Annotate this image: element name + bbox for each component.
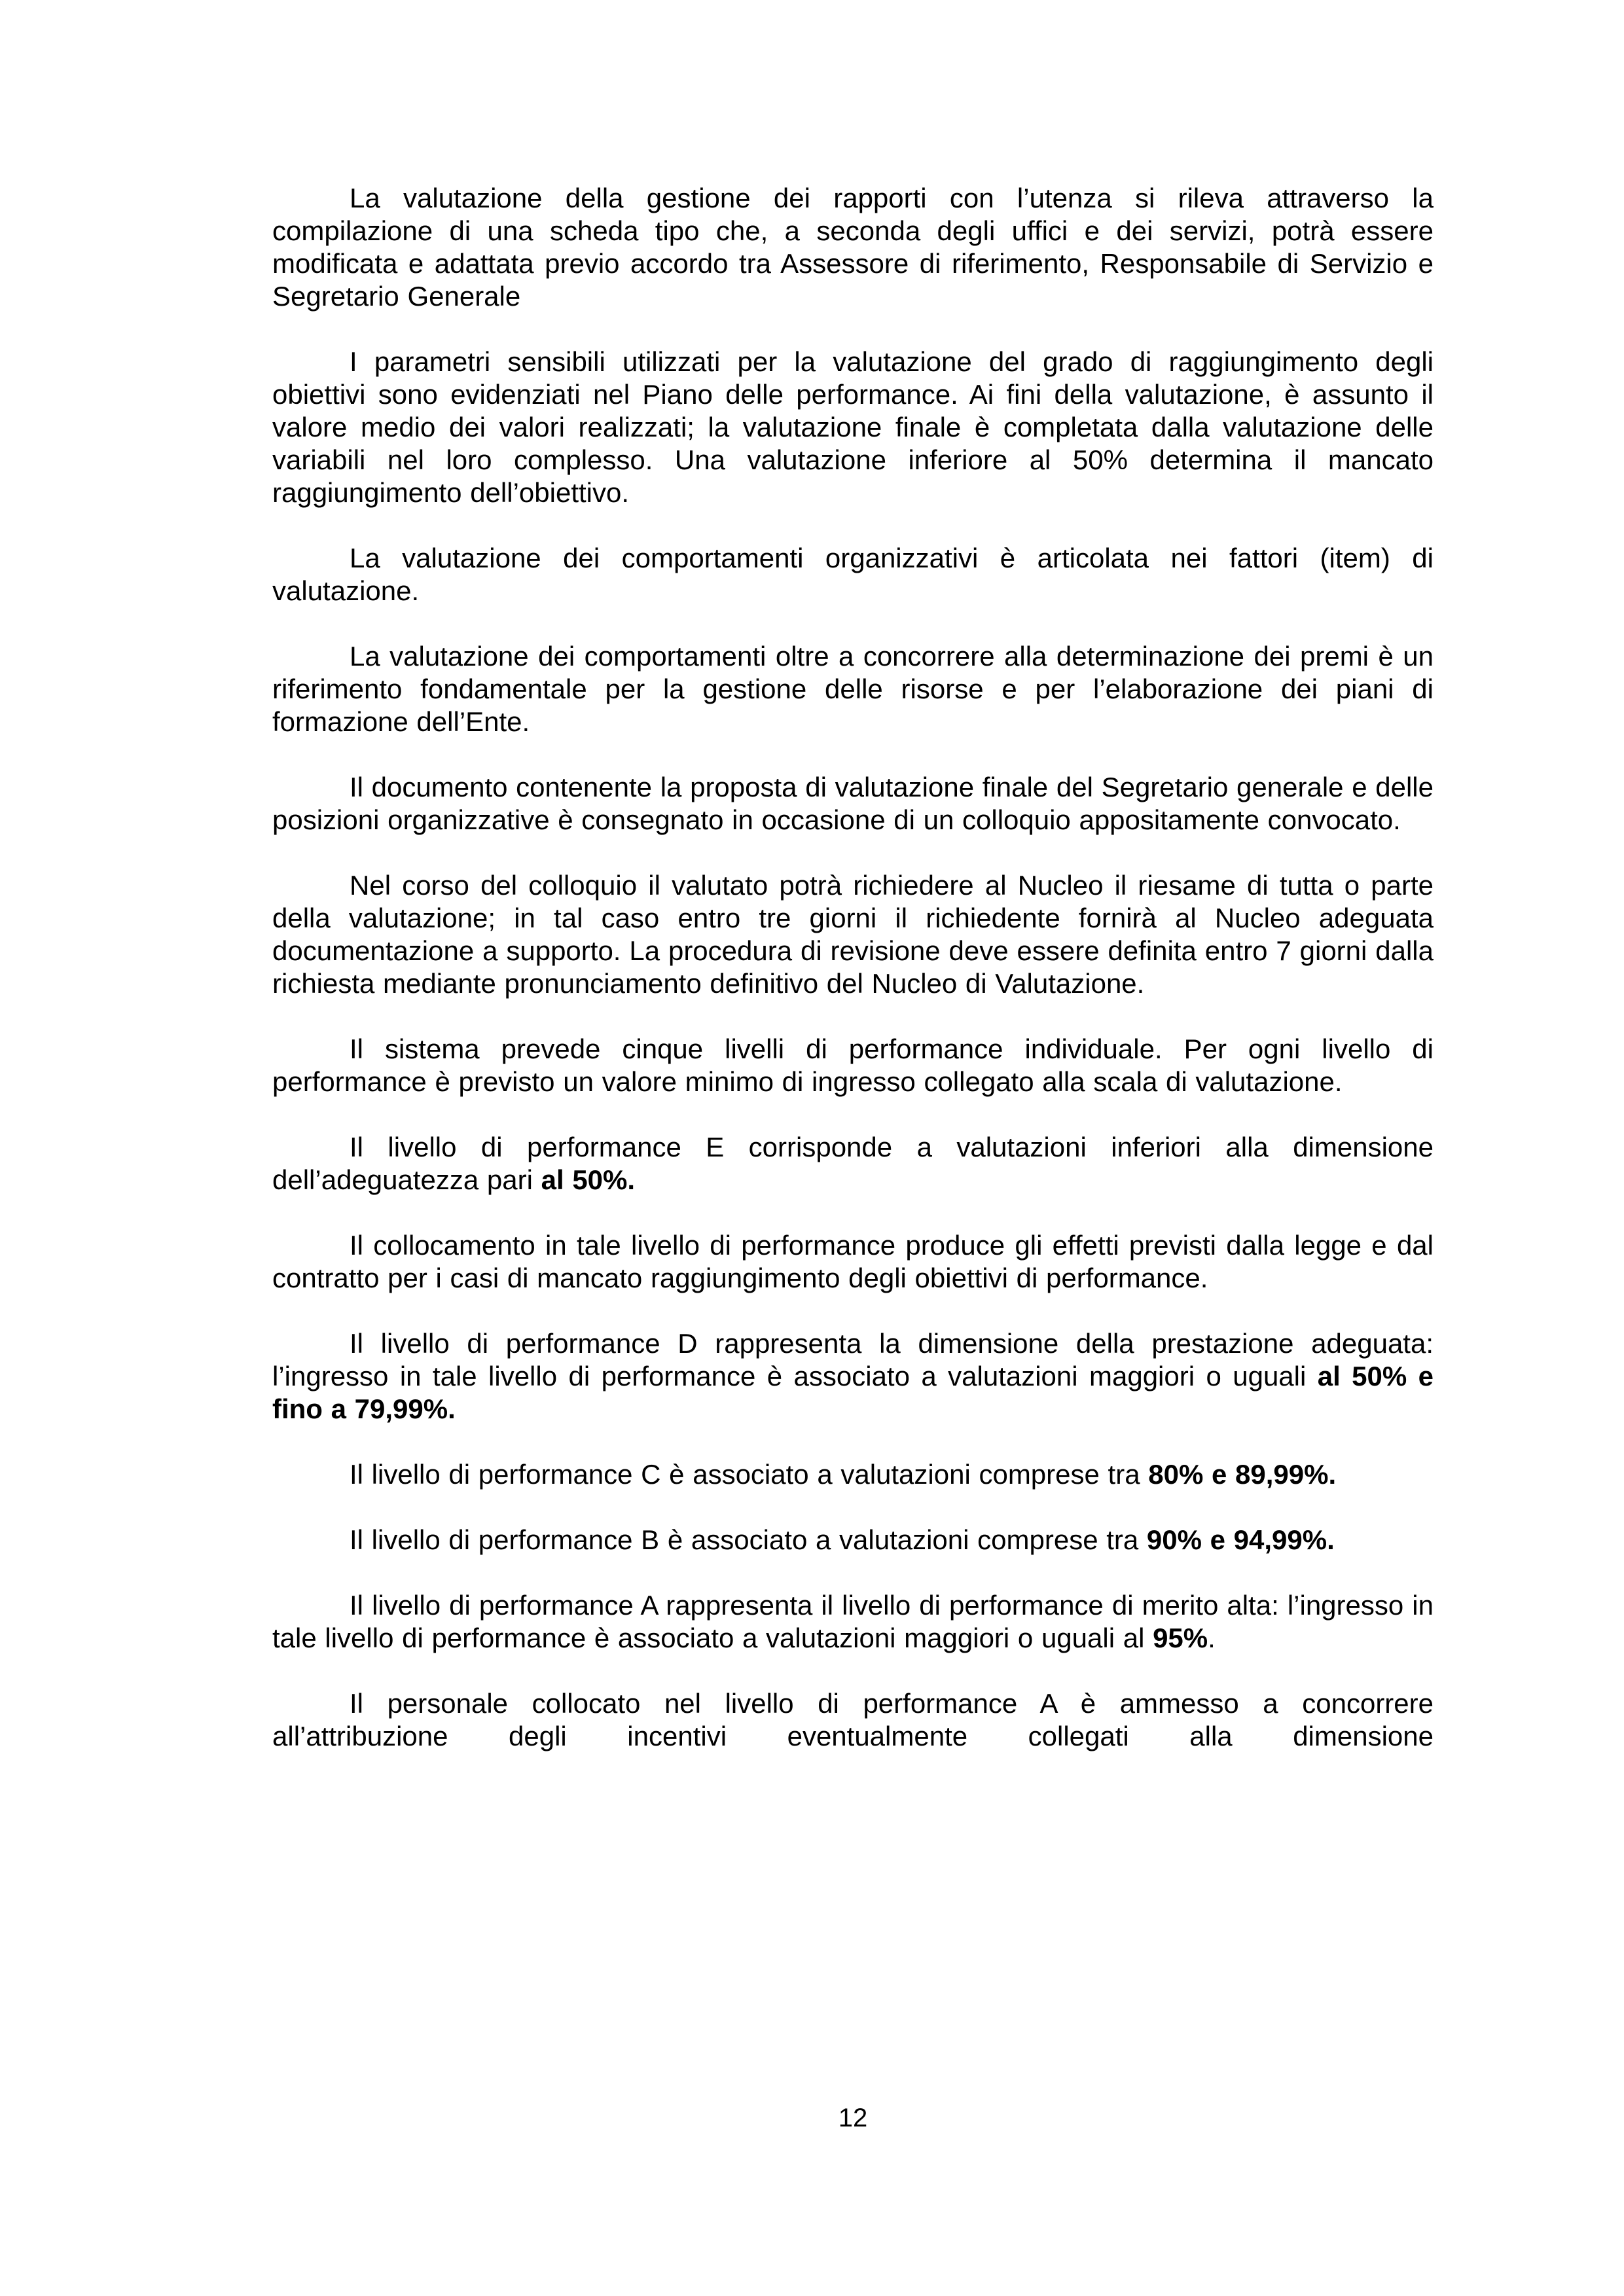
text-run: Il livello di performance C è associato a valutazioni comprese tra xyxy=(350,1459,1149,1490)
text-run: I parametri sensibili utilizzati per la valutazione del grado di raggiungimento degli obiettivi sono evidenziati nel Piano delle performance. Ai fini della valutazione, è assunto il valore medio dei valori realizzati; la valutazione finale è completata dalla valutazione delle variabili nel loro complesso. Una valutazione inferiore al 50% determina il mancato raggiungimento dell’obiettivo. xyxy=(272,346,1434,508)
text-run: Il livello di performance E corrisponde a valutazioni inferiori alla dimensione dell’adeguatezza pari xyxy=(272,1132,1434,1195)
text-run-bold: 95% xyxy=(1153,1623,1208,1653)
text-run: La valutazione della gestione dei rapporti con l’utenza si rileva attraverso la compilazione di una scheda tipo che, a seconda degli uffici e dei servizi, potrà essere modificata e adattata previo accordo tra Assessore di riferimento, Responsabile di Servizio e Segretario Generale xyxy=(272,183,1434,312)
paragraph xyxy=(272,1327,1434,1426)
text-run: La valutazione dei comportamenti organizzativi è articolata nei fattori (item) di valutazione. xyxy=(272,543,1434,606)
text-run: Nel corso del colloquio il valutato potrà richiedere al Nucleo il riesame di tutta o parte della valutazione; in tal caso entro tre giorni il richiedente fornirà al Nucleo adeguata documentazione a supporto. La procedura di revisione deve essere definita entro 7 giorni dalla richiesta mediante pronunciamento definitivo del Nucleo di Valutazione. xyxy=(272,870,1434,999)
paragraph xyxy=(272,771,1434,836)
paragraph xyxy=(272,1033,1434,1098)
paragraph xyxy=(272,1589,1434,1655)
paragraph xyxy=(272,640,1434,738)
paragraph xyxy=(272,1131,1434,1196)
paragraph xyxy=(272,1524,1434,1556)
text-run: Il personale collocato nel livello di performance A è ammesso a concorrere all’attribuzione degli incentivi eventualmente collegati alla dimensione xyxy=(272,1688,1434,1751)
text-run-bold: 80% e 89,99%. xyxy=(1148,1459,1337,1490)
text-run: Il livello di performance B è associato a valutazioni comprese tra xyxy=(350,1524,1147,1555)
text-run: Il documento contenente la proposta di valutazione finale del Segretario generale e delle posizioni organizzative è consegnato in occasione di un colloquio appositamente convocato. xyxy=(272,772,1434,835)
paragraph xyxy=(272,1458,1434,1491)
paragraph xyxy=(272,346,1434,509)
text-run-bold: al 50%. xyxy=(541,1164,636,1195)
text-run: Il livello di performance D rappresenta la dimensione della prestazione adeguata: l’ingresso in tale livello di performance è associato a valutazioni maggiori o uguali xyxy=(272,1328,1434,1391)
text-run-bold: 90% e 94,99%. xyxy=(1146,1524,1335,1555)
text-run: Il collocamento in tale livello di performance produce gli effetti previsti dalla legge e dal contratto per i casi di mancato raggiungimento degli obiettivi di performance. xyxy=(272,1230,1434,1293)
paragraph xyxy=(272,869,1434,1000)
text-run: Il sistema prevede cinque livelli di performance individuale. Per ogni livello di performance è previsto un valore minimo di ingresso collegato alla scala di valutazione. xyxy=(272,1033,1434,1097)
page-number: 12 xyxy=(838,2104,868,2132)
paragraph xyxy=(272,1229,1434,1295)
paragraph xyxy=(272,1687,1434,1753)
text-run-bold: al 50% e fino a 79,99%. xyxy=(272,1361,1434,1424)
document-body xyxy=(272,182,1434,1785)
text-run: La valutazione dei comportamenti oltre a concorrere alla determinazione dei premi è un riferimento fondamentale per la gestione delle risorse e per l’elaborazione dei piani di formazione dell’Ente. xyxy=(272,641,1434,737)
paragraph xyxy=(272,542,1434,607)
text-run: . xyxy=(1208,1623,1216,1653)
paragraph xyxy=(272,182,1434,313)
text-run: Il livello di performance A rappresenta il livello di performance di merito alta: l’ingresso in tale livello di performance è associato a valutazioni maggiori o uguali al xyxy=(272,1590,1434,1653)
